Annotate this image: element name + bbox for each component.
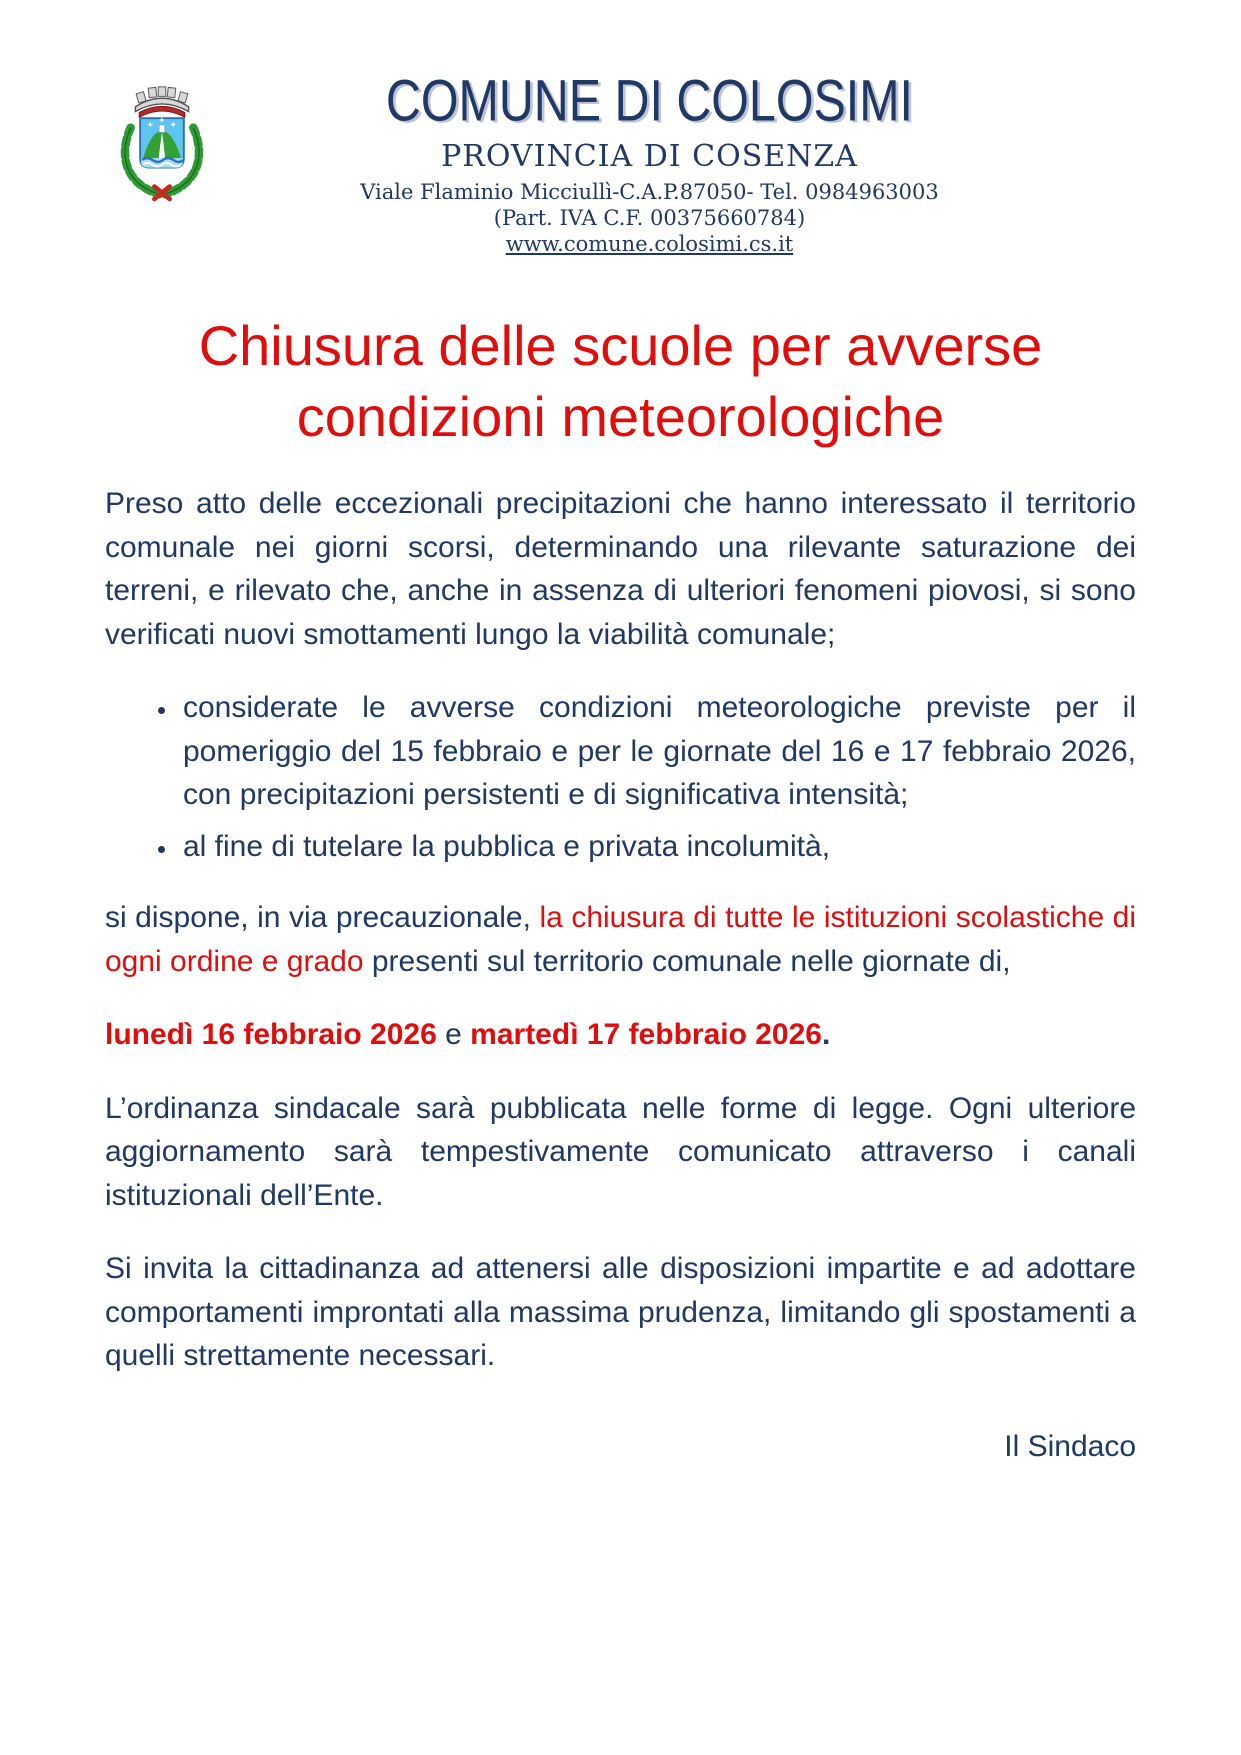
vat-line: (Part. IVA C.F. 00375660784) <box>493 206 806 230</box>
address-line: Viale Flaminio Micciullì-C.A.P.87050- Tel. 0984963003 <box>360 180 939 204</box>
paragraph-ordinance-info: L’ordinanza sindacale sarà pubblicata nelle forme di legge. Ogni ulteriore aggiornamento sarà tempestivamente comunicato attraverso i canali istituzionali dell’Ente. <box>105 1091 1136 1212</box>
website-link[interactable]: www.comune.colosimi.cs.it <box>505 232 794 256</box>
paragraph-premise: Preso atto delle eccezionali precipitazioni che hanno interessato il territorio comunale nei giorni scorsi, determinando una rilevante saturazione dei terreni, e rilevato che, anche in assenza di ulteriori fenomeni piovosi, si sono verificati nuovi smottamenti lungo la viabilità comunale; <box>105 487 1136 651</box>
disposition-closure-highlight: la chiusura di tutte le istituzioni scolastiche di ogni ordine e grado <box>105 901 1136 978</box>
svg-text:✦: ✦ <box>169 119 177 130</box>
disposition-outro: presenti sul territorio comunale nelle giornate di, <box>371 944 1011 978</box>
closure-dates-line <box>105 1013 1136 1057</box>
dates-period: . <box>821 1018 831 1052</box>
closure-date-2: martedì 17 febbraio 2026 <box>470 1018 822 1052</box>
letterhead-text <box>105 67 1136 257</box>
notice-body <box>105 482 1136 1464</box>
svg-text:✦: ✦ <box>146 119 154 130</box>
svg-text:✦: ✦ <box>158 114 166 125</box>
municipal-coat-of-arms-icon <box>105 77 219 205</box>
signature-mayor: Il Sindaco <box>1004 1429 1136 1463</box>
notice-title: Chiusura delle scuole per avverse condizioni meteorologiche <box>198 314 1043 448</box>
province-name: PROVINCIA DI COSENZA <box>441 139 858 174</box>
municipality-name: COMUNE DI COLOSIMI <box>385 67 914 134</box>
paragraph-disposition <box>105 896 1136 983</box>
letterhead <box>105 67 1136 257</box>
closure-date-1: lunedì 16 febbraio 2026 <box>105 1018 437 1052</box>
list-item: • al fine di tutelare la pubblica e privata incolumità, <box>179 825 1136 869</box>
considerations-list <box>105 686 1136 868</box>
paragraph-citizens-advice: Si invita la cittadinanza ad attenersi alle disposizioni impartite e ad adottare comportamenti improntati alla massima prudenza, limitando gli spostamenti a quelli strettamente necessari. <box>105 1252 1136 1373</box>
list-item: • considerate le avverse condizioni meteorologiche previste per il pomeriggio del 15 febbraio e per le giornate del 16 e 17 febbraio 2026, con precipitazioni persistenti e di significativa intensità; <box>179 686 1136 817</box>
disposition-intro: si dispone, in via precauzionale, <box>105 901 540 935</box>
dates-conjunction: e <box>436 1018 471 1052</box>
